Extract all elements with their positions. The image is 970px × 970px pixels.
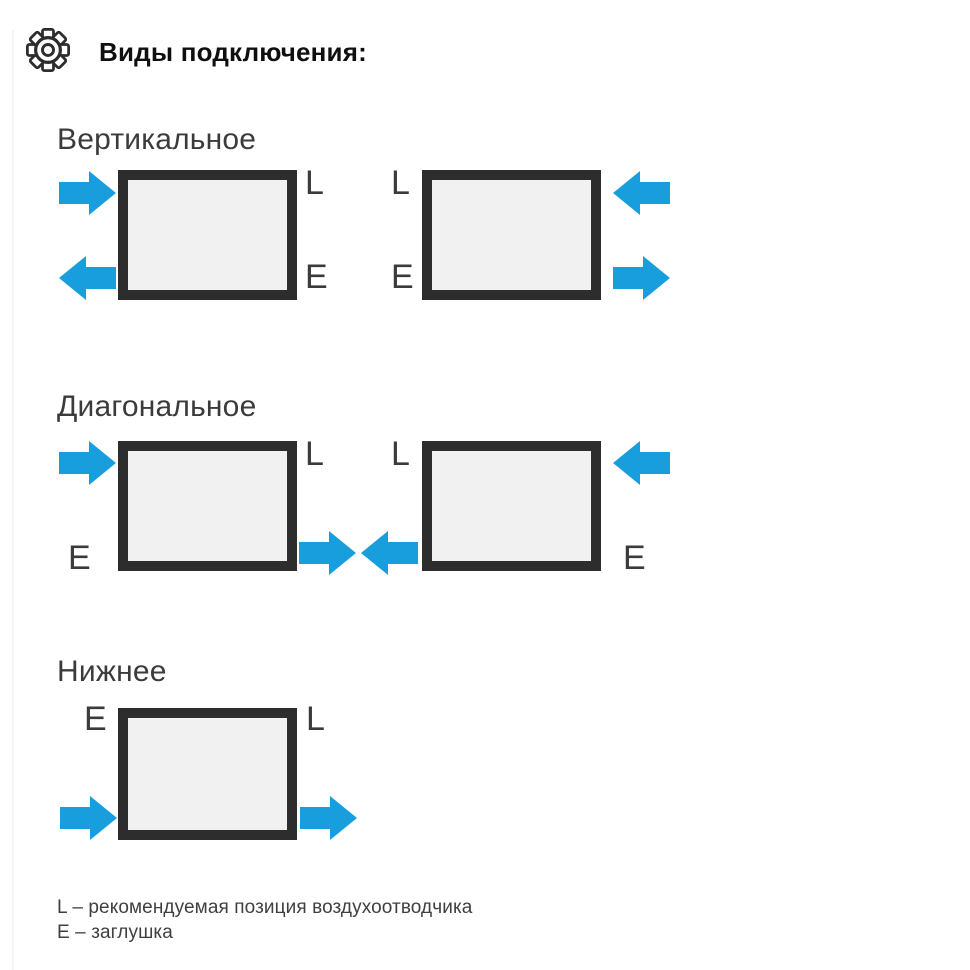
radiator-box bbox=[422, 170, 601, 300]
flow-in-arrow-icon bbox=[59, 441, 116, 485]
flow-out-arrow-icon bbox=[300, 796, 357, 840]
vent-label: L bbox=[306, 700, 325, 738]
radiator-box bbox=[118, 708, 297, 840]
vent-label: L bbox=[391, 164, 410, 202]
flow-out-arrow-icon bbox=[299, 531, 356, 575]
section-title-diagonal: Диагональное bbox=[57, 390, 257, 423]
flow-in-arrow-icon bbox=[59, 171, 116, 215]
vent-label: L bbox=[305, 435, 324, 473]
page-title: Виды подключения: bbox=[99, 37, 367, 67]
legend bbox=[57, 895, 472, 945]
legend-plug: E – заглушка bbox=[57, 922, 173, 943]
plug-label: E bbox=[84, 700, 107, 738]
flow-out-arrow-icon bbox=[613, 256, 670, 300]
radiator-box bbox=[118, 441, 297, 571]
page-edge-line bbox=[12, 30, 14, 970]
radiator-box bbox=[422, 441, 601, 571]
gear-icon bbox=[26, 28, 70, 72]
plug-label: E bbox=[305, 258, 328, 296]
plug-label: E bbox=[68, 539, 91, 577]
flow-out-arrow-icon bbox=[59, 256, 116, 300]
vent-label: L bbox=[391, 435, 410, 473]
flow-in-arrow-icon bbox=[613, 441, 670, 485]
plug-label: E bbox=[391, 258, 414, 296]
flow-in-arrow-icon bbox=[613, 171, 670, 215]
section-title-vertical: Вертикальное bbox=[57, 123, 257, 156]
section-title-bottom: Нижнее bbox=[57, 655, 167, 688]
plug-label: E bbox=[623, 539, 646, 577]
flow-out-arrow-icon bbox=[361, 531, 418, 575]
radiator-box bbox=[118, 170, 297, 300]
flow-in-arrow-icon bbox=[60, 796, 117, 840]
legend-vent: L – рекомендуемая позиция воздухоотводчика bbox=[57, 897, 473, 918]
vent-label: L bbox=[305, 164, 324, 202]
